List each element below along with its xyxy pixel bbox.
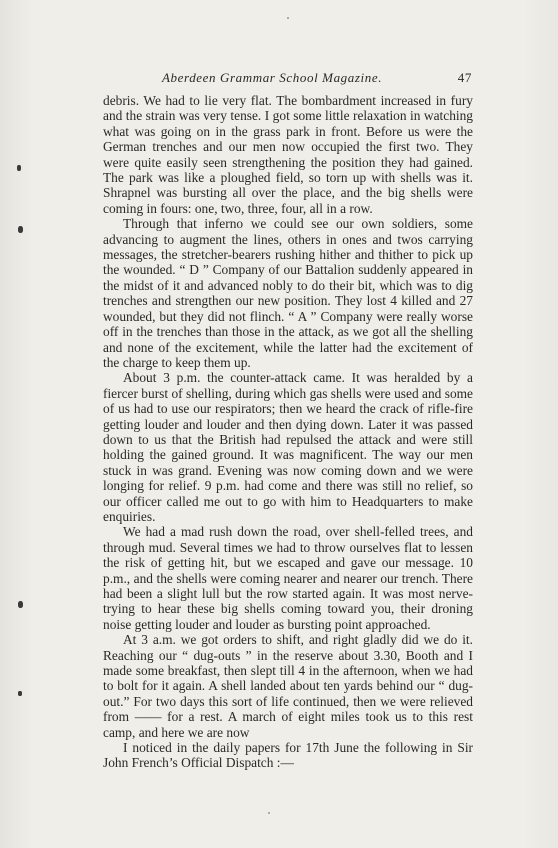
paragraph: We had a mad rush down the road, over shell-felled trees, and through mud. Several times we had to throw ourselves flat to lessen the risk of getting hit, but we escaped and gave our message. 10 p.m., and the shells were coming nearer and nearer our trench. There had been a slight lull but the row started again. It was most nerve-trying to hear these big shells coming toward you, their droning noise getting louder and louder as bursting point approached. bbox=[103, 524, 473, 632]
binding-hole-mark bbox=[18, 691, 22, 696]
running-title: Aberdeen Grammar School Magazine. bbox=[162, 70, 383, 85]
paper-speck bbox=[287, 17, 289, 19]
binding-hole-mark bbox=[18, 601, 23, 608]
paragraph: Through that inferno we could see our own soldiers, some advancing to augment the lines, others in ones and twos carrying messages, the stretcher-bearers rushing hither and thither to pick up the wounded. “ D ” Company of our Battalion suddenly appeared in the midst of it and advanced nobly to do their bit, which was to dig trenches and strengthen our new position. They lost 4 killed and 27 wounded, but they did not flinch. “ A ” Company were really worse off in the trenches than those in the attack, as we got all the shelling and none of the excitement, while the latter had the excitement of the charge to keep them up. bbox=[103, 216, 473, 370]
page-number: 47 bbox=[457, 70, 472, 85]
paper-speck bbox=[268, 812, 270, 814]
paragraph: About 3 p.m. the counter-attack came. It was heralded by a fiercer burst of shelling, during which gas shells were used and some of us had to use our respirators; then we heard the crack of rifle-fire getting louder and louder and then dying down. Later it was passed down to us that the British had repulsed the attack and were still holding the gained ground. It was magnificent. The way our men stuck in was grand. Evening was now coming down and we were longing for relief. 9 p.m. had come and there was still no relief, so our officer called me out to go with him to Headquarters to make enquiries. bbox=[103, 370, 473, 524]
running-head bbox=[102, 70, 472, 88]
binding-hole-mark bbox=[18, 226, 23, 233]
binding-hole-mark bbox=[17, 165, 21, 171]
paragraph: I noticed in the daily papers for 17th June the following in Sir John French’s Official Dispatch :— bbox=[103, 740, 473, 771]
paragraph-continued: debris. We had to lie very flat. The bombardment increased in fury and the strain was very tense. I got some little relaxation in watching what was going on in the grass park in front. Before us were the German trenches and our men now occupied the first two. They were quite easily seen strengthening the position they had gained. The park was like a ploughed field, so torn up with shells was it. Shrapnel was bursting all over the place, and the big shells were coming in fours: one, two, three, four, all in a row. bbox=[103, 93, 473, 216]
paragraph: At 3 a.m. we got orders to shift, and right gladly did we do it. Reaching our “ dug-outs ” in the reserve about 3.30, Booth and I made some breakfast, then slept till 4 in the afternoon, when we had to bolt for it again. A shell landed about ten yards behind our “ dug-out.” For two days this sort of life continued, then we were relieved from —— for a rest. A march of eight miles took us to this rest camp, and here we are now bbox=[103, 632, 473, 740]
article-body bbox=[103, 93, 473, 771]
